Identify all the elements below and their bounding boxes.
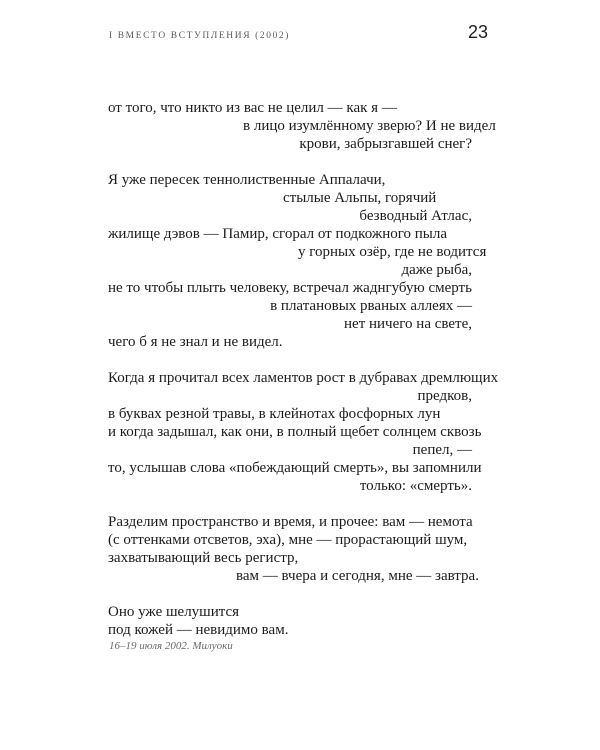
poem-line: и когда задышал, как они, в полный щебет солнцем сквозь bbox=[108, 424, 482, 440]
stanza-5 bbox=[108, 603, 472, 639]
poem-line: Я уже пересек теннолиственные Аппалачи, bbox=[108, 172, 386, 188]
poem-body bbox=[108, 99, 499, 657]
poem-line: Когда я прочитал всех ламентов рост в дубравах дремлющих bbox=[108, 370, 499, 386]
stanza-4 bbox=[108, 513, 479, 585]
poem-line: только: «смерть». bbox=[359, 478, 472, 494]
stanza-3 bbox=[108, 369, 499, 495]
poem-line: жилище дэвов — Памир, сгорал от подкожного пыла bbox=[108, 226, 447, 242]
poem-line: безводный Атлас, bbox=[359, 208, 472, 224]
poem-line: (с оттенками отсветов, эха), мне — прорастающий шум, bbox=[108, 532, 468, 548]
poem-line: в буквах резной травы, в клейнотах фосфорных лун bbox=[108, 406, 441, 422]
poem-line: крови, забрызгавшей снег? bbox=[299, 136, 472, 152]
poem-line: не то чтобы плыть человеку, встречал жаднгубую смерть bbox=[108, 280, 472, 296]
poem-line: Оно уже шелушится bbox=[108, 604, 240, 620]
poem-line: даже рыба, bbox=[401, 262, 472, 278]
poem-line: предков, bbox=[417, 388, 472, 404]
poem-line: в платановых рваных аллеях — bbox=[270, 298, 472, 314]
poem-line: стылые Альпы, горячий bbox=[283, 190, 437, 206]
poem-line: захватывающий весь регистр, bbox=[108, 550, 299, 566]
poem-line: нет ничего на свете, bbox=[344, 316, 472, 332]
poem-line: Разделим пространство и время, и прочее: вам — немота bbox=[108, 514, 473, 530]
page-number: 23 bbox=[467, 22, 488, 42]
poem-line: под кожей — невидимо вам. bbox=[108, 622, 289, 638]
poem-line: у горных озёр, где не водится bbox=[298, 244, 487, 260]
poem-line: пепел, — bbox=[412, 442, 472, 458]
poem-line: от того, что никто из вас не целил — как я — bbox=[108, 100, 397, 116]
stanza-1 bbox=[108, 99, 496, 153]
poem-line: в лицо изумлённому зверю? И не видел bbox=[243, 118, 496, 134]
running-head: I ВМЕСТО ВСТУПЛЕНИЯ (2002) bbox=[109, 31, 291, 41]
poem-line: вам — вчера и сегодня, мне — завтра. bbox=[236, 568, 479, 584]
poem-line: то, услышав слова «побеждающий смерть», вы запомнили bbox=[108, 460, 482, 476]
poem-dateline: 16–19 июля 2002. Милуоки bbox=[109, 640, 233, 652]
stanza-2 bbox=[108, 171, 487, 351]
poem-line: чего б я не знал и не видел. bbox=[108, 334, 283, 350]
